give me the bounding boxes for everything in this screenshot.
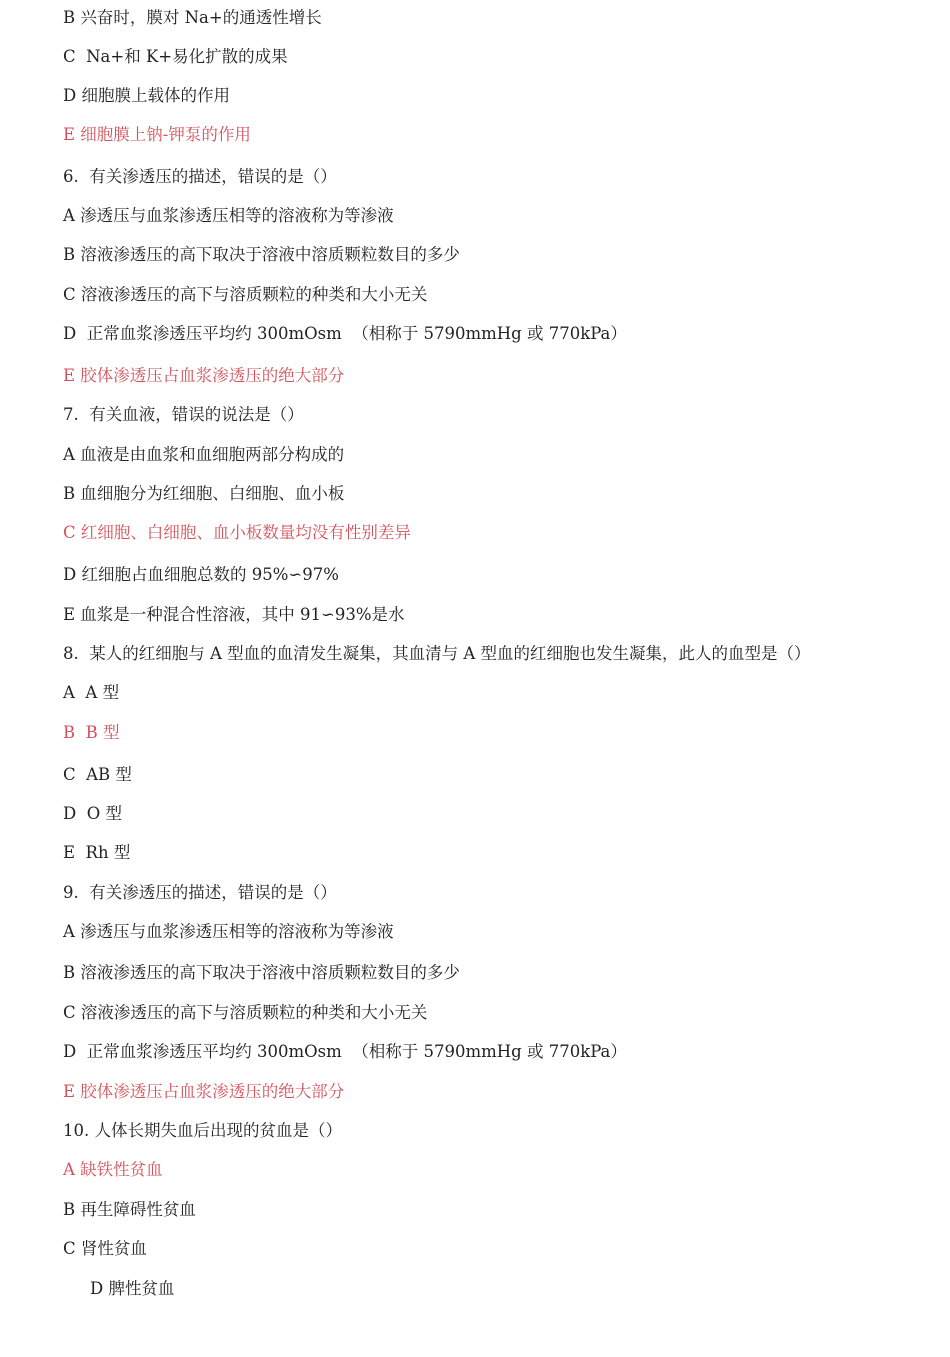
option-line: D O 型 xyxy=(63,804,122,823)
option-line: E 血浆是一种混合性溶液，其中 91∽93%是水 xyxy=(63,605,405,624)
option-line: C Na+和 K+易化扩散的成果 xyxy=(63,47,288,66)
option-line: D 细胞膜上载体的作用 xyxy=(63,86,230,105)
option-line: C 肾性贫血 xyxy=(63,1239,147,1258)
option-line: A 渗透压与血浆渗透压相等的溶液称为等渗液 xyxy=(63,922,394,941)
option-line: D 脾性贫血 xyxy=(90,1279,175,1298)
question-line: 8. 某人的红细胞与 A 型血的血清发生凝集，其血清与 A 型血的红细胞也发生凝集，此人的血型是（） xyxy=(63,644,811,663)
correct-answer-line: E 细胞膜上钠-钾泵的作用 xyxy=(63,125,251,144)
option-line: C 溶液渗透压的高下与溶质颗粒的种类和大小无关 xyxy=(63,1003,428,1022)
option-line: D 红细胞占血细胞总数的 95%∽97% xyxy=(63,565,339,584)
option-line: E Rh 型 xyxy=(63,843,131,862)
correct-answer-line: B B 型 xyxy=(63,723,120,742)
option-line: A 血液是由血浆和血细胞两部分构成的 xyxy=(63,445,345,464)
option-line: B 血细胞分为红细胞、白细胞、血小板 xyxy=(63,484,345,503)
option-line: B 再生障碍性贫血 xyxy=(63,1200,196,1219)
option-line: D 正常血浆渗透压平均约 300mOsm （相称于 5790mmHg 或 770kPa） xyxy=(63,324,627,343)
question-line: 6. 有关渗透压的描述，错误的是（） xyxy=(63,167,337,186)
correct-answer-line: E 胶体渗透压占血浆渗透压的绝大部分 xyxy=(63,366,345,385)
option-line: D 正常血浆渗透压平均约 300mOsm （相称于 5790mmHg 或 770kPa） xyxy=(63,1042,627,1061)
option-line: B 溶液渗透压的高下取决于溶液中溶质颗粒数目的多少 xyxy=(63,963,460,982)
option-line: A A 型 xyxy=(63,683,120,702)
option-line: B 兴奋时，膜对 Na+的通透性增长 xyxy=(63,8,322,27)
option-line: C 溶液渗透压的高下与溶质颗粒的种类和大小无关 xyxy=(63,285,428,304)
option-line: C AB 型 xyxy=(63,765,132,784)
correct-answer-line: A 缺铁性贫血 xyxy=(63,1160,163,1179)
option-line: A 渗透压与血浆渗透压相等的溶液称为等渗液 xyxy=(63,206,394,225)
question-line: 7. 有关血液，错误的说法是（） xyxy=(63,405,304,424)
correct-answer-line: E 胶体渗透压占血浆渗透压的绝大部分 xyxy=(63,1082,345,1101)
question-line: 9. 有关渗透压的描述，错误的是（） xyxy=(63,883,337,902)
option-line: B 溶液渗透压的高下取决于溶液中溶质颗粒数目的多少 xyxy=(63,245,460,264)
correct-answer-line: C 红细胞、白细胞、血小板数量均没有性别差异 xyxy=(63,523,411,542)
question-line: 10. 人体长期失血后出现的贫血是（） xyxy=(63,1121,342,1140)
